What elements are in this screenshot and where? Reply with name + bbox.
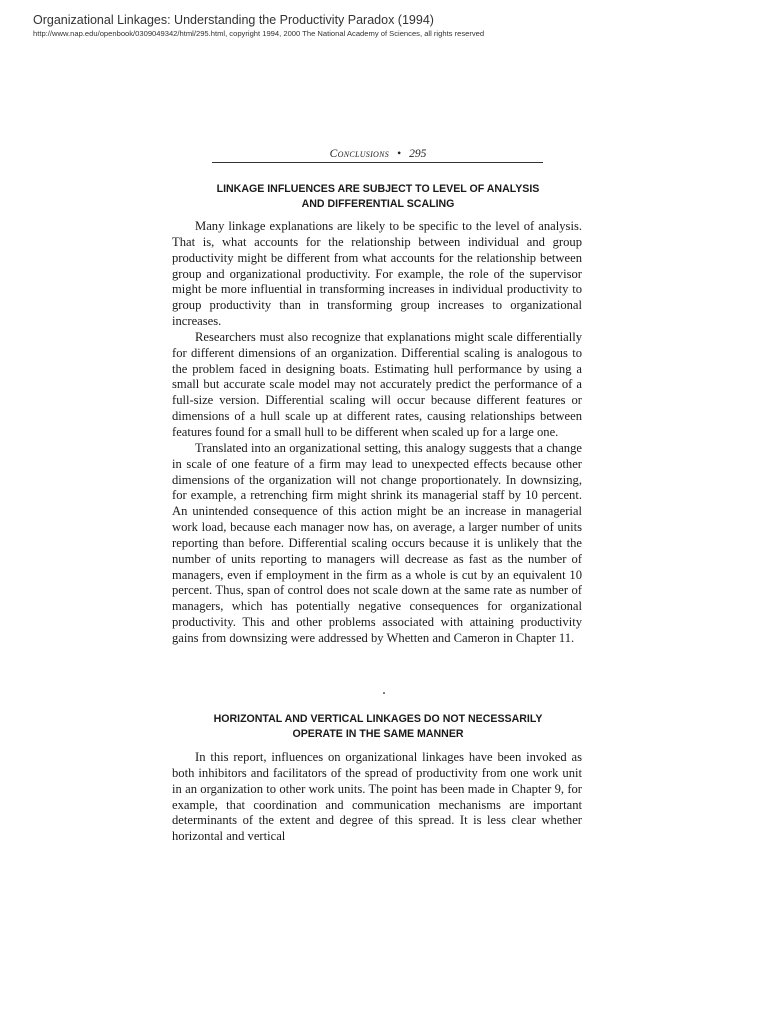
section-heading-2-line-1: HORIZONTAL AND VERTICAL LINKAGES DO NOT NECESSARILY (213, 713, 543, 725)
page-number: 295 (409, 148, 427, 160)
source-url[interactable]: http://www.nap.edu/openbook/0309049342/html/295.html, copyright 1994, 2000 The National Academy of Sciences, all rights reserved (33, 29, 485, 38)
section-heading-1 (170, 182, 586, 212)
running-head (214, 147, 542, 163)
section-1-body (172, 219, 582, 647)
document-header (33, 13, 753, 40)
running-head-separator: • (397, 148, 402, 160)
paragraph: Researchers must also recognize that explanations might scale differentially for different dimensions of an organization. Differential scaling is analogous to the problem faced in designing boats. Estimating hull performance by using a small but accurate scale model may not accurately predict the performance of a full-size version. Differential scaling will occur because different features or dimensions of a hull scale up at different rates, causing relationships between features found for a small hull to be different when scaled up for a large one. (172, 329, 582, 439)
document-title: Organizational Linkages: Understanding the Productivity Paradox (1994) (33, 13, 434, 27)
section-heading-1-line-2: AND DIFFERENTIAL SCALING (301, 198, 455, 210)
section-2-body (172, 750, 582, 845)
paragraph: Many linkage explanations are likely to be specific to the level of analysis. That is, what accounts for the relationship between individual and group productivity might be different from what accounts for the relationship between group and organizational productivity. For example, the role of the supervisor might be more influential in transforming increases in individual productivity to group productivity than in transforming group increases to organizational increases. (172, 219, 582, 329)
section-heading-2-line-2: OPERATE IN THE SAME MANNER (292, 728, 464, 740)
section-heading-2 (170, 712, 586, 742)
paragraph: Translated into an organizational setting, this analogy suggests that a change in scale of one feature of a firm may lead to unexpected effects because other dimensions of the organization will not change proportionately. In downsizing, for example, a retrenching firm might shrink its managerial staff by 10 percent. An unintended consequence of this action might be an increase in managerial work load, because each manager now has, on average, a larger number of units reporting than before. Differential scaling occurs because it is unlikely that the number of units reporting to managers will decrease as fast as the number of managers, even if employment in the firm as a whole is cut by an equivalent 10 percent. Thus, span of control does not scale down at the same rate as number of managers, which has potentially negative consequences for organizational productivity. This and other problems associated with attaining productivity gains from downsizing were addressed by Whetten and Cameron in Chapter 11. (172, 440, 582, 645)
header-rule (212, 162, 543, 163)
running-head-section: Conclusions (329, 148, 390, 160)
stray-mark (383, 692, 385, 694)
paragraph: In this report, influences on organizational linkages have been invoked as both inhibitors and facilitators of the spread of productivity from one work unit in an organization to other work units. The point has been made in Chapter 9, for example, that coordination and communication mechanisms are important determinants of the extent and degree of this spread. It is less clear whether horizontal and vertical (172, 750, 582, 844)
section-heading-1-line-1: LINKAGE INFLUENCES ARE SUBJECT TO LEVEL OF ANALYSIS (216, 183, 540, 195)
